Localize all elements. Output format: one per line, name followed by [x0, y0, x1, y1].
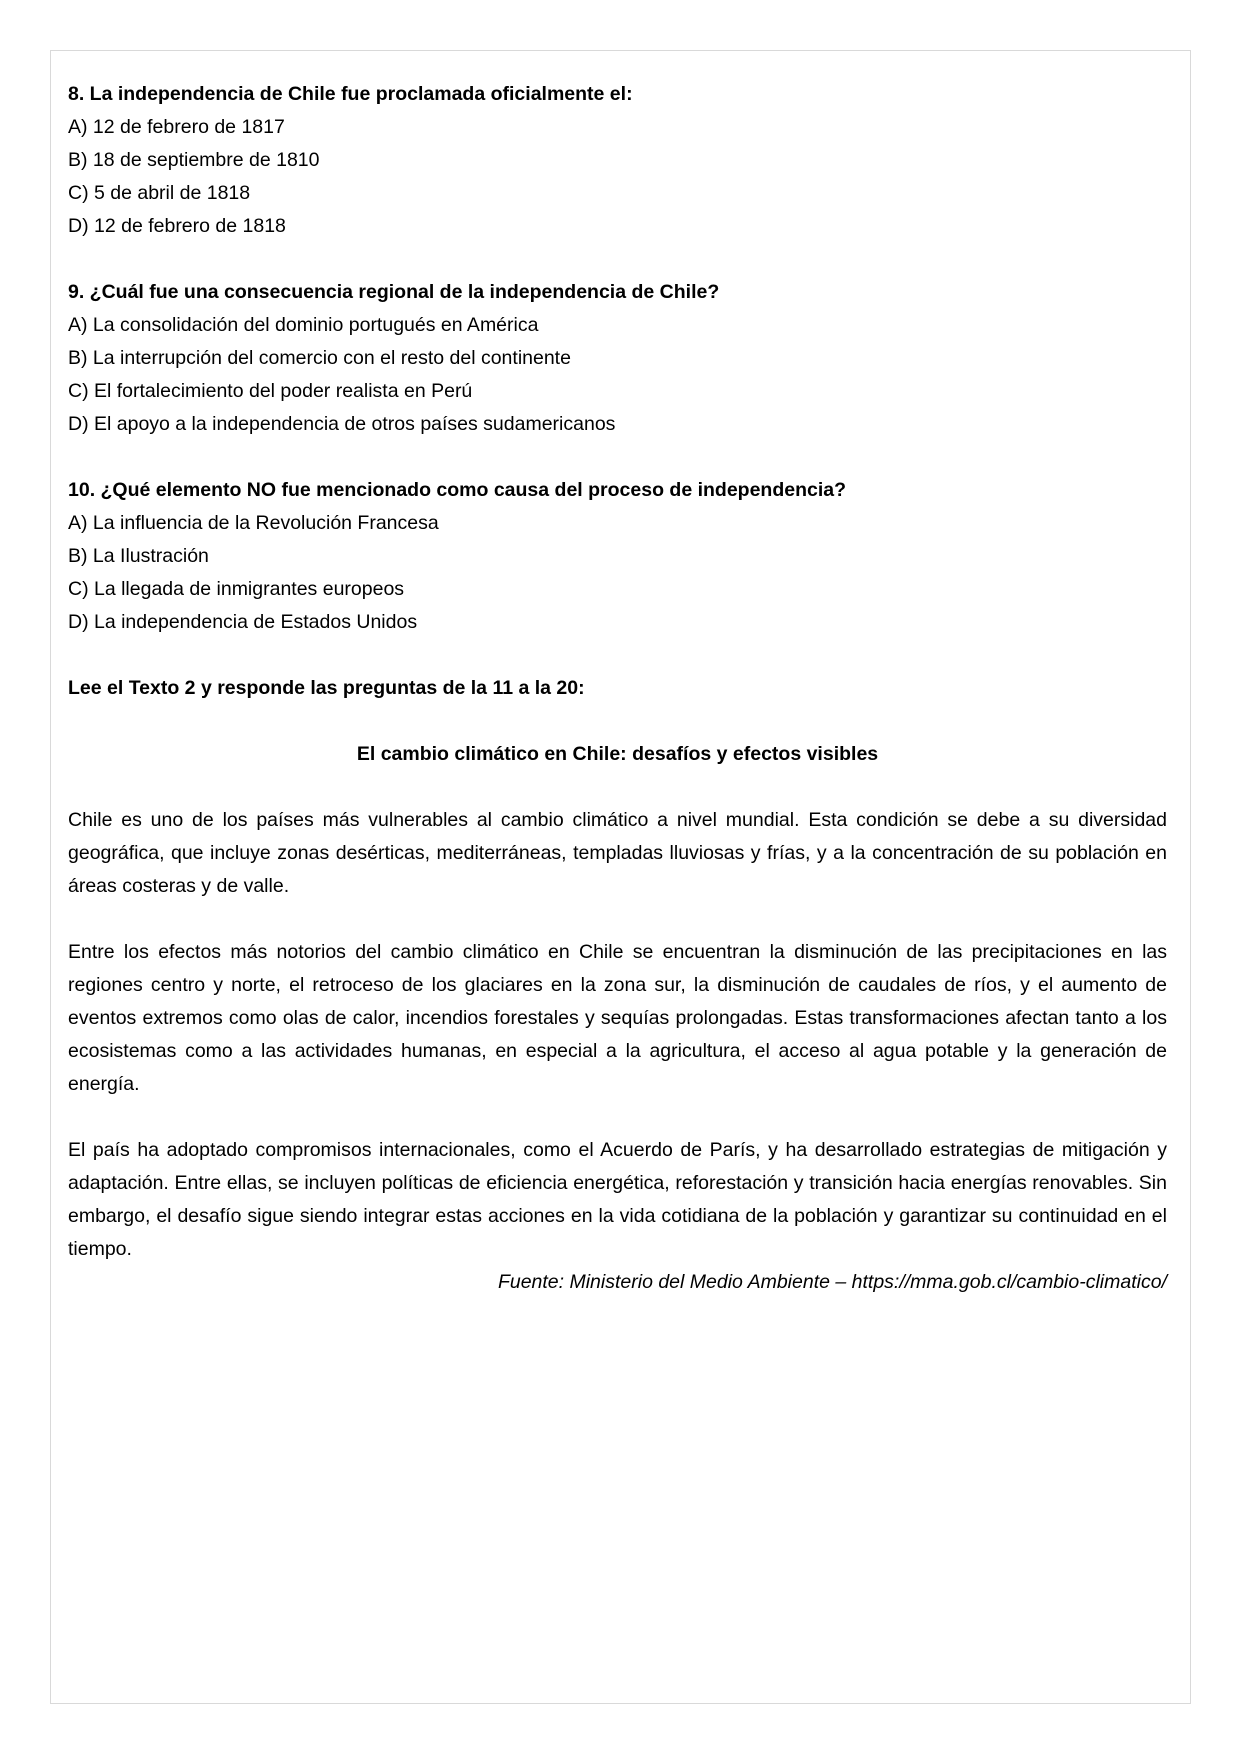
question-9-option-a: A) La consolidación del dominio portugués en América: [68, 314, 539, 336]
question-9-option-d: D) El apoyo a la independencia de otros países sudamericanos: [68, 413, 616, 435]
question-9-option-c: C) El fortalecimiento del poder realista en Perú: [68, 380, 473, 402]
document-page: [50, 50, 1191, 1704]
question-10-title: 10. ¿Qué elemento NO fue mencionado como causa del proceso de independencia?: [68, 479, 847, 501]
reading-paragraph-1: Chile es uno de los países más vulnerables al cambio climático a nivel mundial. Esta condición se debe a su diversidad geográfica, que incluye zonas desérticas, mediterráneas, templadas lluviosas y frías, y a la concentración de su población en áreas costeras y de valle.: [68, 809, 1167, 897]
question-block-8: [68, 78, 1167, 243]
question-10-option-b: B) La Ilustración: [68, 545, 209, 567]
question-9-title: 9. ¿Cuál fue una consecuencia regional de la independencia de Chile?: [68, 281, 720, 303]
question-block-10: [68, 474, 1167, 639]
question-8-option-a: A) 12 de febrero de 1817: [68, 116, 285, 138]
question-8-option-d: D) 12 de febrero de 1818: [68, 215, 286, 237]
question-9-option-b: B) La interrupción del comercio con el resto del continente: [68, 347, 571, 369]
question-10-option-d: D) La independencia de Estados Unidos: [68, 611, 418, 633]
question-8-option-c: C) 5 de abril de 1818: [68, 182, 251, 204]
source-citation: Fuente: Ministerio del Medio Ambiente – https://mma.gob.cl/cambio-climatico/: [497, 1271, 1167, 1293]
reading-title: El cambio climático en Chile: desafíos y efectos visibles: [356, 743, 879, 765]
reading-paragraph-2: Entre los efectos más notorios del cambio climático en Chile se encuentran la disminución de las precipitaciones en las regiones centro y norte, el retroceso de los glaciares en la zona sur, la disminución de caudales de ríos, y el aumento de eventos extremos como olas de calor, incendios forestales y sequías prolongadas. Estas transformaciones afectan tanto a los ecosistemas como a las actividades humanas, en especial a la agricultura, el acceso al agua potable y la generación de energía.: [68, 941, 1167, 1095]
question-10-option-a: A) La influencia de la Revolución Francesa: [68, 512, 439, 534]
question-8-title: 8. La independencia de Chile fue proclamada oficialmente el:: [68, 83, 633, 105]
reading-paragraph-3: El país ha adoptado compromisos internacionales, como el Acuerdo de París, y ha desarrollado estrategias de mitigación y adaptación. Entre ellas, se incluyen políticas de eficiencia energética, reforestación y transición hacia energías renovables. Sin embargo, el desafío sigue siendo integrar estas acciones en la vida cotidiana de la población y garantizar su continuidad en el tiempo.: [68, 1139, 1167, 1260]
question-8-option-b: B) 18 de septiembre de 1810: [68, 149, 320, 171]
reading-instruction: Lee el Texto 2 y responde las preguntas de la 11 a la 20:: [68, 677, 585, 699]
question-block-9: [68, 276, 1167, 441]
question-10-option-c: C) La llegada de inmigrantes europeos: [68, 578, 405, 600]
